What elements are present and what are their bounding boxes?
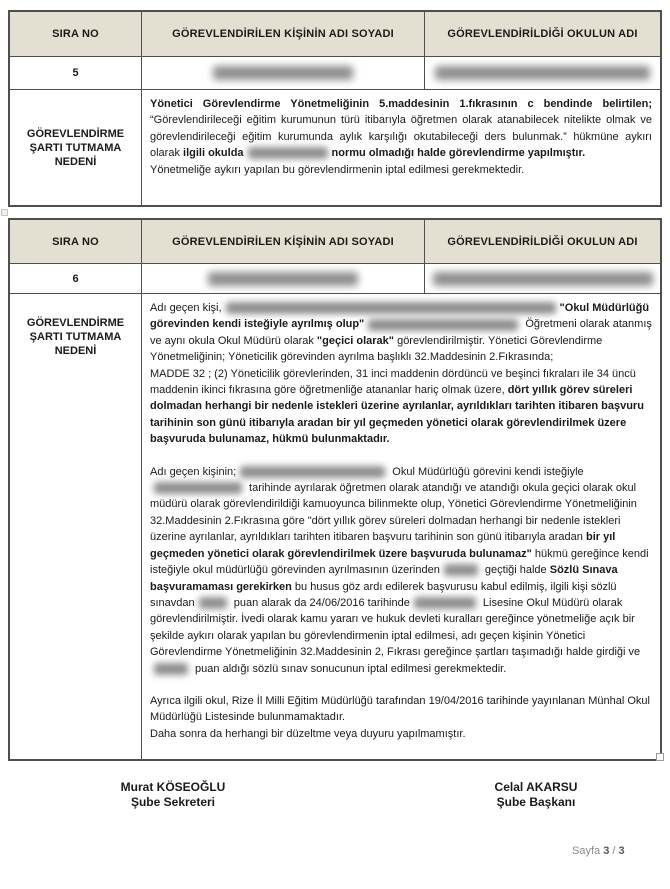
redacted-person-name xyxy=(208,272,358,286)
paragraph xyxy=(150,464,652,677)
sira-no-value: 5 xyxy=(10,57,142,89)
column-header-sira-no: SIRA NO xyxy=(10,220,142,263)
column-header-school-name: GÖREVLENDİRİLDİĞİ OKULUN ADI xyxy=(425,12,660,56)
text-segment: tarihinde ayrılarak öğretmen olarak atandığı ve atandığı okula geçici olarak okul müdürü olarak görevlendirildiği kamuoyunca bilinmekte olup, Yönetici Görevlendirme Yönetmeliğinin 32.Maddesinin 2.Fıkrasına göre "dört yıllık görev süreleri dolmadan herhangi bir nedenle istekleri üzerine ayrılanlar, ayrıldıkları tarihten itibaren başvuru tarihinin son günü itibarıyla aradan xyxy=(150,482,637,544)
text-segment: Yönetici Görevlendirme Yönetmeliğinin 5.maddesinin 1.fıkrasının c bendinde belirtilen; xyxy=(150,98,652,110)
paragraph xyxy=(150,300,652,366)
text-segment: Lisesine Okul Müdürü olarak görevlendirilmiştir. İvedi olarak kamu yararı ve hukuk devleti kuralları gereğince yönetmeliğe açık bir şekilde aykırı olarak yapılan bu görevlendirmenin iptal edilmesi, adı geçen kişinin Yönetici Görevlendirme Yönetmeliğinin 32.Maddesinin 2, Fıkrası gereğince şartları taşımadığı halde girdiği ve xyxy=(150,596,641,659)
redacted-school-name xyxy=(435,66,650,80)
reason-label: GÖREVLENDİRME ŞARTI TUTMAMA NEDENİ xyxy=(10,294,142,759)
page-total: 3 xyxy=(618,845,625,857)
table-row xyxy=(10,57,660,90)
paragraph xyxy=(150,162,652,178)
text-segment: normu olmadığı halde görevlendirme yapılmıştır. xyxy=(331,147,586,160)
reason-text xyxy=(142,90,660,205)
violation-table-2 xyxy=(8,218,662,761)
text-segment: puan alarak da 24/06/2016 tarihinde xyxy=(230,596,410,609)
paragraph xyxy=(150,726,652,742)
paragraph xyxy=(150,366,652,448)
reason-label: GÖREVLENDİRME ŞARTI TUTMAMA NEDENİ xyxy=(10,90,142,205)
text-segment: Okul Müdürlüğü görevini kendi isteğiyle xyxy=(389,465,584,478)
text-segment: bu husus göz ardı edilerek başvurusu kabul edilmiş, ilgili kişi sözlü sınavdan xyxy=(150,580,617,609)
text-segment: Daha sonra da herhangi bir düzeltme veya duyuru yapılmamıştır. xyxy=(150,727,466,740)
redacted-text xyxy=(368,319,518,331)
school-name-cell xyxy=(425,57,660,89)
column-header-sira-no: SIRA NO xyxy=(10,12,142,56)
page-current: 3 xyxy=(603,845,610,857)
text-segment: Sözlü Sınava başvuramaması gerekirken xyxy=(150,564,618,593)
table-header-row xyxy=(10,220,660,264)
redacted-text xyxy=(199,597,227,609)
reason-row xyxy=(10,90,660,205)
column-header-person-name: GÖREVLENDİRİLEN KİŞİNİN ADI SOYADI xyxy=(142,12,425,56)
text-segment: dört yıllık görev süreleri dolmadan herhangi bir nedenle istekleri üzerine ayrılanlar, ayrıldıkları tarihten itibaren başvuru tarihinin son günü itibarıyla aradan bir yıl geçmeden yönetici olarak görevlendirilmek üzere başvuruda bulunamaz, hükmü bulunmaktadır. xyxy=(150,384,644,446)
text-segment: "geçici olarak" xyxy=(316,334,395,347)
redacted-person-name xyxy=(213,66,353,80)
signer-title: Şube Başkanı xyxy=(496,795,576,809)
text-segment: Ayrıca ilgili okul, Rize İl Milli Eğitim Müdürlüğü tarafından 19/04/2016 tarihinde yayınlanan Münhal Okul Müdürlüğü Listesinde bulunmamaktadır. xyxy=(150,694,650,724)
reason-row xyxy=(10,294,660,759)
text-segment: Yönetmeliğe aykırı yapılan bu görevlendirmenin iptal edilmesi gerekmektedir. xyxy=(150,163,525,176)
text-segment: görevlendirilmiştir. Yönetici Görevlendirme Yönetmeliğinin; Yöneticilik görevinden ayrılma başlıklı 32.Maddesinin 2.Fıkrasında; xyxy=(150,334,603,364)
text-segment: ilgili okulda xyxy=(183,147,244,160)
signer-name: Murat KÖSEOĞLU xyxy=(120,780,226,794)
person-name-cell xyxy=(142,57,425,89)
text-segment: puan aldığı sözlü sınav sonucunun iptal edilmesi gerekmektedir. xyxy=(192,662,507,675)
signature-left xyxy=(73,780,273,810)
redacted-school-name xyxy=(433,272,653,286)
text-segment: Öğretmeni olarak atanmış ve aynı okula Okul Müdürü olarak xyxy=(150,318,652,347)
text-segment: geçtiği halde xyxy=(481,564,550,577)
table-header-row xyxy=(10,12,660,57)
person-name-cell xyxy=(142,264,425,293)
page-separator: / xyxy=(612,845,616,857)
table-row xyxy=(10,264,660,294)
violation-table-1 xyxy=(8,10,662,207)
redacted-text xyxy=(154,482,242,494)
redacted-text xyxy=(240,466,385,478)
signer-title: Şube Sekreteri xyxy=(130,795,216,809)
text-segment: hükmü gereğince kendi isteğiyle okul müdürlüğü görevinden ayrılmasının üzerinden xyxy=(150,547,649,577)
text-segment: bir yıl geçmeden yönetici olarak görevlendirilmek üzere başvuruda bulunamaz" xyxy=(150,531,616,560)
text-segment: Adı geçen kişinin; xyxy=(150,465,237,478)
column-header-person-name: GÖREVLENDİRİLEN KİŞİNİN ADI SOYADI xyxy=(142,220,425,263)
text-segment: “Görevlendirileceği eğitim kurumunun türü itibarıyla öğretmen olarak atanabilecek nitelikte olmak ve görevlendirileceği eğitim kurumunda aylık karşılığı okutabileceği ders bulunmak.” hükmüne aykırı olarak xyxy=(150,114,652,160)
paragraph xyxy=(150,693,652,726)
redacted-text xyxy=(226,302,556,314)
page-label: Sayfa xyxy=(572,845,601,857)
sira-no-value: 6 xyxy=(10,264,142,293)
table-resize-handle-icon xyxy=(656,753,664,761)
school-name-cell xyxy=(425,264,660,293)
text-segment: Adı geçen kişi, xyxy=(150,302,222,314)
signer-name: Celal AKARSU xyxy=(494,780,578,794)
page-number xyxy=(572,845,625,857)
text-segment: MADDE 32 ; (2) Yöneticilik görevlerinden, 31 inci maddenin dördüncü ve beşinci fıkraları ile 34 üncü maddenin ikinci fıkrasına göre öğretmenliğe atananlar hariç olmak üzere, xyxy=(150,367,636,397)
redacted-text xyxy=(414,597,476,609)
paragraph xyxy=(150,96,652,162)
redacted-text xyxy=(444,564,478,576)
signature-right xyxy=(436,780,636,810)
table-move-handle-icon xyxy=(1,209,8,216)
redacted-text xyxy=(154,663,188,675)
reason-text xyxy=(142,294,660,759)
redacted-text xyxy=(248,147,328,159)
column-header-school-name: GÖREVLENDİRİLDİĞİ OKULUN ADI xyxy=(425,220,660,263)
text-segment: "Okul Müdürlüğü görevinden kendi isteğiyle ayrılmış olup" xyxy=(150,302,650,331)
